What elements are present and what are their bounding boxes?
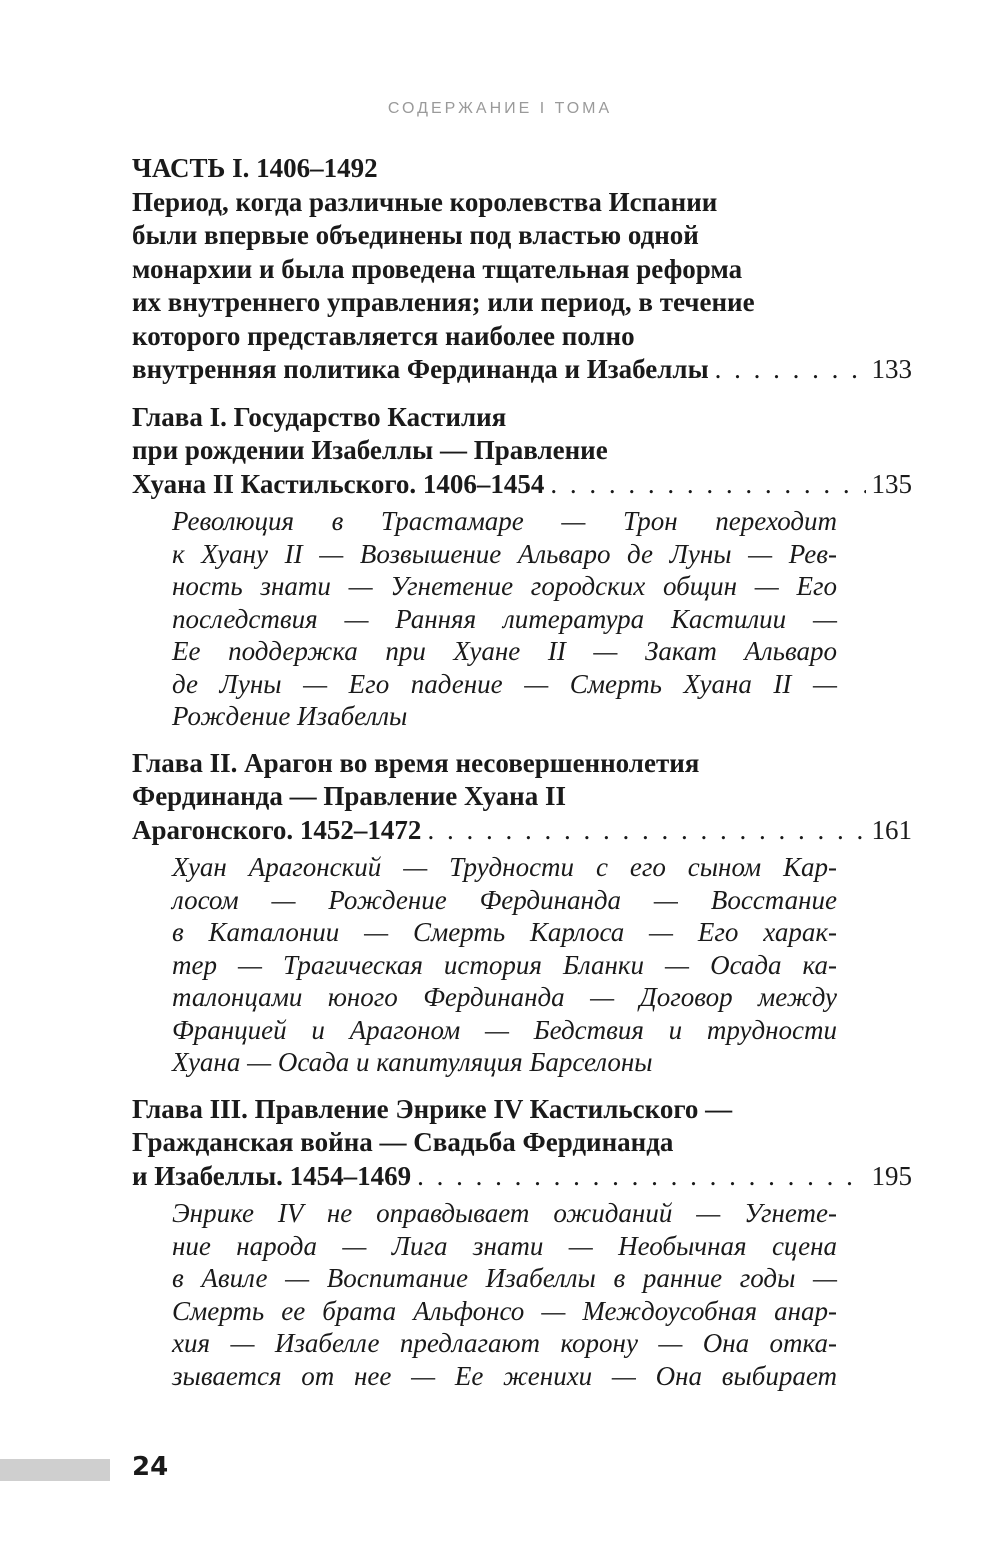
- summary-line: зывается от нее — Ее женихи — Она выбирает: [172, 1360, 837, 1391]
- chapter-summary: [172, 505, 837, 733]
- chapter-last-line: [132, 468, 912, 502]
- page-folio: 24: [132, 1452, 169, 1482]
- part-last-text: внутренняя политика Фердинанда и Изабеллы: [132, 354, 709, 384]
- chapter-title-line: Гражданская война — Свадьба Фердинанда: [132, 1127, 674, 1157]
- chapter-entry-2: [132, 747, 912, 1079]
- summary-line: в Авиле — Воспитание Изабеллы в ранние годы —: [172, 1263, 837, 1293]
- running-head: СОДЕРЖАНИЕ I ТОМА: [387, 100, 613, 117]
- part-heading: ЧАСТЬ I. 1406–1492: [132, 153, 378, 183]
- leader-dots: [427, 814, 865, 848]
- chapter-entry-3: [132, 1093, 912, 1393]
- chapter-title-line: Глава I. Государство Кастилия: [132, 401, 507, 432]
- part-desc-line: Период, когда различные королевства Испании: [132, 186, 718, 217]
- summary-line: тер — Трагическая история Бланки — Осада ка-: [172, 949, 837, 980]
- chapter-summary: [172, 851, 837, 1079]
- page-number: 133: [871, 354, 912, 384]
- summary-line: к Хуану II — Возвышение Альваро де Луны — Рев-: [172, 538, 837, 569]
- toc-content: [132, 152, 912, 1392]
- chapter-last-line: [132, 1160, 912, 1194]
- chapter-summary: [172, 1197, 837, 1392]
- summary-line: в Каталонии — Смерть Карлоса — Его харак-: [172, 917, 837, 947]
- summary-line: Хуана — Осада и капитуляция Барселоны: [172, 1047, 653, 1077]
- page-number: 195: [871, 1160, 912, 1191]
- part-desc-line: которого представляется наиболее полно: [132, 320, 635, 351]
- summary-line: лосом — Рождение Фердинанда — Восстание: [172, 884, 837, 915]
- part-description: [132, 186, 912, 354]
- summary-line: Революция в Трастамаре — Трон переходит: [172, 506, 837, 536]
- summary-line: Смерть ее брата Альфонсо — Междоусобная анар-: [172, 1295, 837, 1326]
- summary-line: Рождение Изабеллы: [172, 701, 408, 731]
- leader-dots: [715, 353, 866, 387]
- part-entry: [132, 152, 912, 387]
- part-desc-line: были впервые объединены под властью одной: [132, 220, 699, 250]
- chapter-title: [132, 1093, 912, 1160]
- chapter-title: [132, 747, 912, 814]
- page-number: 135: [871, 468, 912, 499]
- part-desc-line: монархии и была проведена тщательная реформа: [132, 253, 743, 284]
- summary-line: Францией и Арагоном — Бедствия и трудности: [172, 1014, 837, 1045]
- chapter-last-text: и Изабеллы. 1454–1469: [132, 1160, 412, 1191]
- summary-line: хия — Изабелле предлагают корону — Она отка-: [172, 1328, 837, 1358]
- summary-line: де Луны — Его падение — Смерть Хуана II —: [172, 668, 837, 699]
- summary-line: талонцами юного Фердинанда — Договор между: [172, 982, 837, 1012]
- chapter-title-line: Фердинанда — Правление Хуана II: [132, 781, 566, 811]
- chapter-last-text: Хуана II Кастильского. 1406–1454: [132, 468, 545, 499]
- leader-dots: [550, 468, 865, 502]
- chapter-last-text: Арагонского. 1452–1472: [132, 814, 422, 845]
- summary-line: Хуан Арагонский — Трудности с его сыном Кар-: [172, 852, 837, 882]
- part-desc-line: их внутреннего управления; или период, в течение: [132, 287, 755, 317]
- chapter-entry-1: [132, 401, 912, 733]
- folio-bar: [0, 1459, 110, 1481]
- chapter-title-line: при рождении Изабеллы — Правление: [132, 435, 608, 465]
- summary-line: ние народа — Лига знати — Необычная сцена: [172, 1230, 837, 1261]
- part-last-line: [132, 353, 912, 387]
- chapter-title: [132, 401, 912, 468]
- chapter-title-line: Глава III. Правление Энрике IV Кастильского —: [132, 1093, 733, 1124]
- summary-line: ность знати — Угнетение городских общин — Его: [172, 571, 837, 601]
- leader-dots: [417, 1160, 865, 1194]
- summary-line: последствия — Ранняя литература Кастилии —: [172, 603, 837, 634]
- chapter-title-line: Глава II. Арагон во время несовершеннолетия: [132, 747, 700, 778]
- chapter-last-line: [132, 814, 912, 848]
- page-number: 161: [871, 814, 912, 845]
- summary-line: Энрике IV не оправдывает ожиданий — Угнете-: [172, 1198, 837, 1228]
- summary-line: Ее поддержка при Хуане II — Закат Альваро: [172, 636, 837, 666]
